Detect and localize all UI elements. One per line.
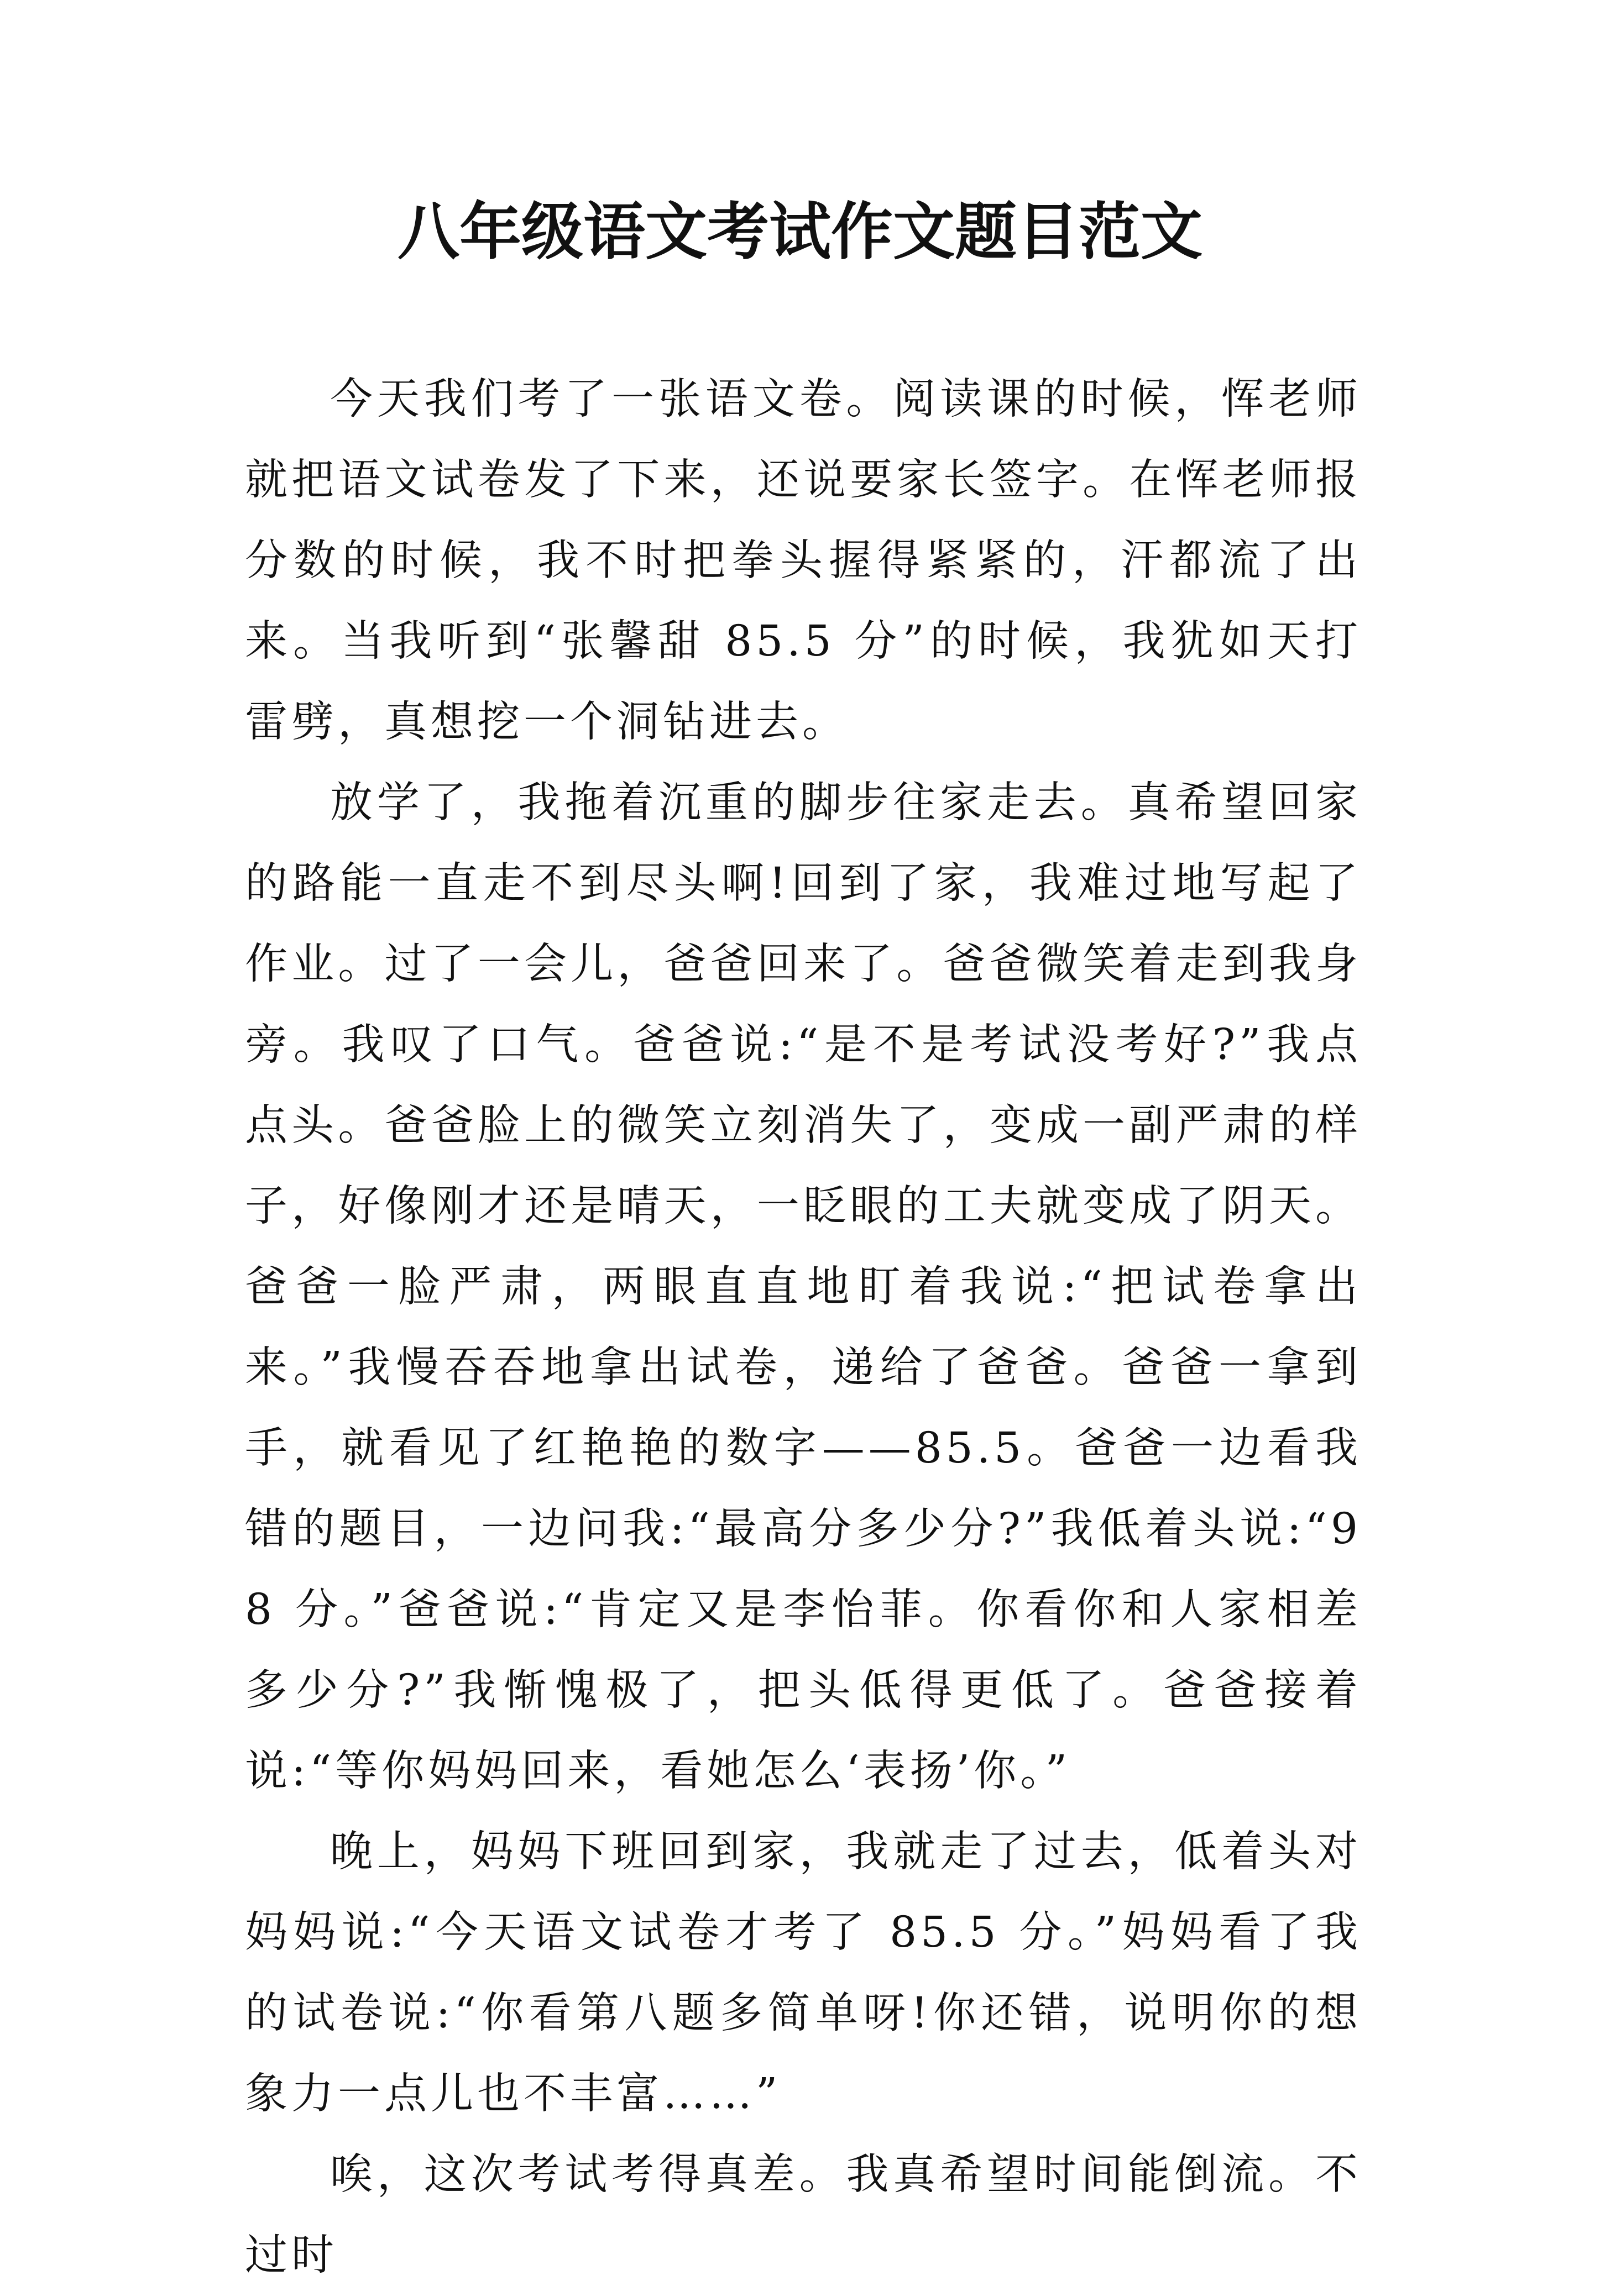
paragraph-2: 放学了，我拖着沉重的脚步往家走去。真希望回家的路能一直走不到尽头啊!回到了家，我难过地写起了作业。过了一会儿，爸爸回来了。爸爸微笑着走到我身旁。我叹了口气。爸爸说:“是不是考试没考好?”我点点头。爸爸脸上的微笑立刻消失了，变成一副严肃的样子，好像刚才还是晴天，一眨眼的工夫就变成了阴天。爸爸一脸严肃，两眼直直地盯着我说:“把试卷拿出来。”我慢吞吞地拿出试卷，递给了爸爸。爸爸一拿到手，就看见了红艳艳的数字——85.5。爸爸一边看我错的题目，一边问我:“最高分多少分?”我低着头说:“98 分。”爸爸说:“肯定又是李怡菲。你看你和人家相差多少分?”我惭愧极了，把头低得更低了。爸爸接着说:“等你妈妈回来，看她怎么‘表扬’你。”: [245, 778, 1362, 1796]
document-title: 八年级语文考试作文题目范文: [398, 196, 1202, 268]
paragraph-4: 唉，这次考试考得真差。我真希望时间能倒流。不过时: [245, 2150, 1362, 2280]
paragraph-3: 晚上，妈妈下班回到家，我就走了过去，低着头对妈妈说:“今天语文试卷才考了 85.5 分。”妈妈看了我的试卷说:“你看第八题多简单呀!你还错，说明你的想象力一点儿也不丰富……”: [245, 1827, 1362, 2119]
essay-body: [245, 359, 1362, 2296]
paragraph-1: 今天我们考了一张语文卷。阅读课的时候，恽老师就把语文试卷发了下来，还说要家长签字。在恽老师报分数的时候，我不时把拳头握得紧紧的，汗都流了出来。当我听到“张馨甜 85.5 分”的时候，我犹如天打雷劈，真想挖一个洞钻进去。: [245, 375, 1362, 747]
